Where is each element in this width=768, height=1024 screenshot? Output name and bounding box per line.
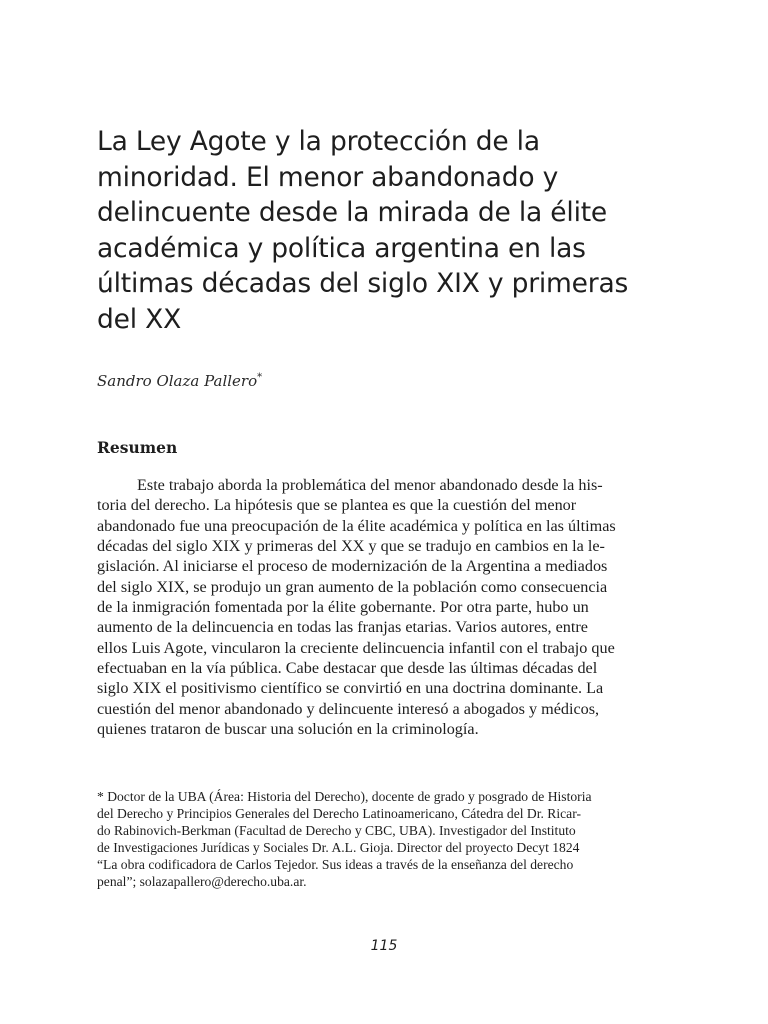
footnote-line: “La obra codificadora de Carlos Tejedor. Sus ideas a través de la enseñanza del derecho	[97, 856, 574, 872]
abstract-line: cuestión del menor abandonado y delincuente interesó a abogados y médicos,	[97, 699, 600, 718]
abstract-paragraph	[97, 475, 670, 739]
abstract-line: quienes trataron de buscar una solución en la criminología.	[97, 720, 479, 739]
abstract-line: aumento de la delincuencia en todas las franjas etarias. Varios autores, entre	[97, 618, 588, 637]
footnote-line: de Investigaciones Jurídicas y Sociales Dr. A.L. Gioja. Director del proyecto Decyt 1824	[97, 839, 580, 855]
footnote-line: * Doctor de la UBA (Área: Historia del Derecho), docente de grado y posgrado de Historia	[97, 789, 592, 804]
author-name	[97, 370, 262, 392]
abstract-line: efectuaban en la vía pública. Cabe destacar que desde las últimas décadas del	[97, 659, 598, 678]
abstract-line: décadas del siglo XIX y primeras del XX y que se tradujo en cambios en la le-	[97, 537, 605, 556]
abstract-line: del siglo XIX, se produjo un gran aumento de la población como consecuencia	[97, 577, 608, 596]
title-line: académica y política argentina en las	[97, 232, 586, 264]
abstract-line: toria del derecho. La hipótesis que se plantea es que la cuestión del menor	[97, 496, 577, 515]
abstract-line: siglo XIX el positivismo científico se convirtió en una doctrina dominante. La	[97, 679, 604, 698]
abstract-heading: Resumen	[97, 438, 178, 457]
title-line: del XX	[97, 303, 182, 335]
footnote-line: del Derecho y Principios Generales del Derecho Latinoamericano, Cátedra del Dr. Ricar-	[97, 805, 581, 821]
abstract-line: de la inmigración fomentada por la élite gobernante. Por otra parte, hubo un	[97, 598, 589, 617]
article-title	[97, 124, 687, 337]
author-name-text: Sandro Olaza Pallero	[97, 372, 258, 390]
title-line: minoridad. El menor abandonado y	[97, 161, 559, 193]
page-number: 115	[370, 938, 398, 954]
title-line: últimas décadas del siglo XIX y primeras	[97, 268, 629, 299]
abstract-line: gislación. Al iniciarse el proceso de modernización de la Argentina a mediados	[97, 557, 608, 576]
title-line: La Ley Agote y la protección de la	[97, 126, 540, 157]
footnote-line: penal”; solazapallero@derecho.uba.ar.	[97, 873, 307, 889]
author-footnote-marker: *	[257, 372, 263, 383]
abstract-line: ellos Luis Agote, vincularon la creciente delincuencia infantil con el trabajo que	[97, 638, 615, 657]
author-footnote	[97, 789, 670, 890]
abstract-line: Este trabajo aborda la problemática del menor abandonado desde la his-	[137, 476, 603, 494]
abstract-line: abandonado fue una preocupación de la élite académica y política en las últimas	[97, 516, 616, 535]
title-line: delincuente desde la mirada de la élite	[97, 197, 608, 228]
footnote-line: do Rabinovich-Berkman (Facultad de Derecho y CBC, UBA). Investigador del Instituto	[97, 822, 576, 838]
